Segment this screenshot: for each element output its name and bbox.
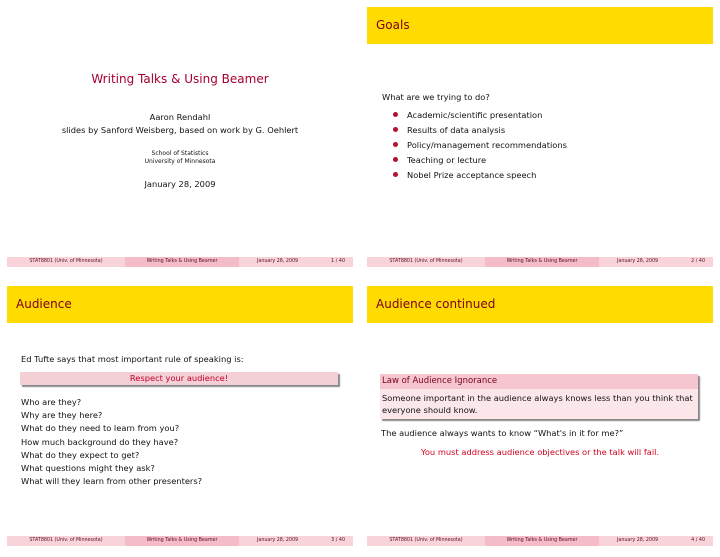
slide-footer <box>367 536 713 546</box>
footer-institution: STAT8801 (Univ. of Minnesota) <box>7 536 125 546</box>
footer-title: Writing Talks & Using Beamer <box>125 536 239 546</box>
warning-line: You must address audience objectives or the talk will fail. <box>420 447 660 457</box>
slide-footer <box>7 257 353 267</box>
alert-block: Respect your audience! <box>20 372 338 385</box>
list-item: Results of data analysis <box>393 122 567 137</box>
bullet-icon <box>393 172 398 177</box>
text-line: What do they need to learn from you? <box>21 423 180 434</box>
footer-date-page <box>239 257 353 267</box>
page-number: 2 / 40 <box>691 259 705 264</box>
footer-institution: STAT8801 (Univ. of Minnesota) <box>367 536 485 546</box>
audience-questions <box>21 396 202 488</box>
institution-line-1: School of Statistics <box>151 150 209 157</box>
footer-date: January 28, 2009 <box>257 538 299 543</box>
bullet-icon <box>393 157 398 162</box>
slide-goals <box>367 7 713 267</box>
block-body: Someone important in the audience always knows less than you think that everyone should know. <box>380 389 698 419</box>
presentation-title: Writing Talks & Using Beamer <box>91 72 269 86</box>
text-line: How much background do they have? <box>21 436 179 447</box>
text-line: What do they expect to get? <box>21 449 140 460</box>
slide-footer <box>367 257 713 267</box>
bullet-icon <box>393 127 398 132</box>
footer-date: January 28, 2009 <box>257 259 299 264</box>
slide-footer <box>7 536 353 546</box>
frame-title: Goals <box>367 7 713 44</box>
footer-institution: STAT8801 (Univ. of Minnesota) <box>7 257 125 267</box>
author: Aaron Rendahl <box>149 112 211 122</box>
institution-line-2: University of Minnesota <box>144 158 216 165</box>
block-title: Law of Audience Ignorance <box>380 374 698 389</box>
footer-date: January 28, 2009 <box>617 259 659 264</box>
text-line: What questions might they ask? <box>21 462 155 473</box>
footer-date-page <box>239 536 353 546</box>
list-item: Teaching or lecture <box>393 152 567 167</box>
footer-date-page <box>599 257 713 267</box>
author-note: slides by Sanford Weisberg, based on work by G. Oehlert <box>61 125 299 135</box>
goals-list <box>393 107 567 182</box>
law-block <box>380 374 698 419</box>
slide-audience-continued <box>367 286 713 546</box>
slide-title <box>7 7 353 267</box>
bullet-icon <box>393 142 398 147</box>
text-line: Who are they? <box>21 397 82 407</box>
frame-title: Audience <box>7 286 353 323</box>
footer-title: Writing Talks & Using Beamer <box>125 257 239 267</box>
footer-title: Writing Talks & Using Beamer <box>485 536 599 546</box>
footer-date-page <box>599 536 713 546</box>
footer-institution: STAT8801 (Univ. of Minnesota) <box>367 257 485 267</box>
audience-wants-line: The audience always wants to know “What's in it for me?” <box>381 428 624 438</box>
page-number: 4 / 40 <box>691 538 705 543</box>
footer-title: Writing Talks & Using Beamer <box>485 257 599 267</box>
goals-question: What are we trying to do? <box>382 92 490 102</box>
slide-audience <box>7 286 353 546</box>
list-item: Nobel Prize acceptance speech <box>393 167 567 182</box>
footer-date: January 28, 2009 <box>617 538 659 543</box>
bullet-icon <box>393 112 398 117</box>
text-line: Why are they here? <box>21 410 103 421</box>
list-item: Academic/scientific presentation <box>393 107 567 122</box>
frame-title: Audience continued <box>367 286 713 323</box>
list-item: Policy/management recommendations <box>393 137 567 152</box>
text-line: What will they learn from other presenters? <box>21 476 203 487</box>
presentation-date: January 28, 2009 <box>144 179 216 189</box>
page-number: 1 / 40 <box>331 259 345 264</box>
page-number: 3 / 40 <box>331 538 345 543</box>
audience-intro: Ed Tufte says that most important rule of speaking is: <box>21 354 244 364</box>
